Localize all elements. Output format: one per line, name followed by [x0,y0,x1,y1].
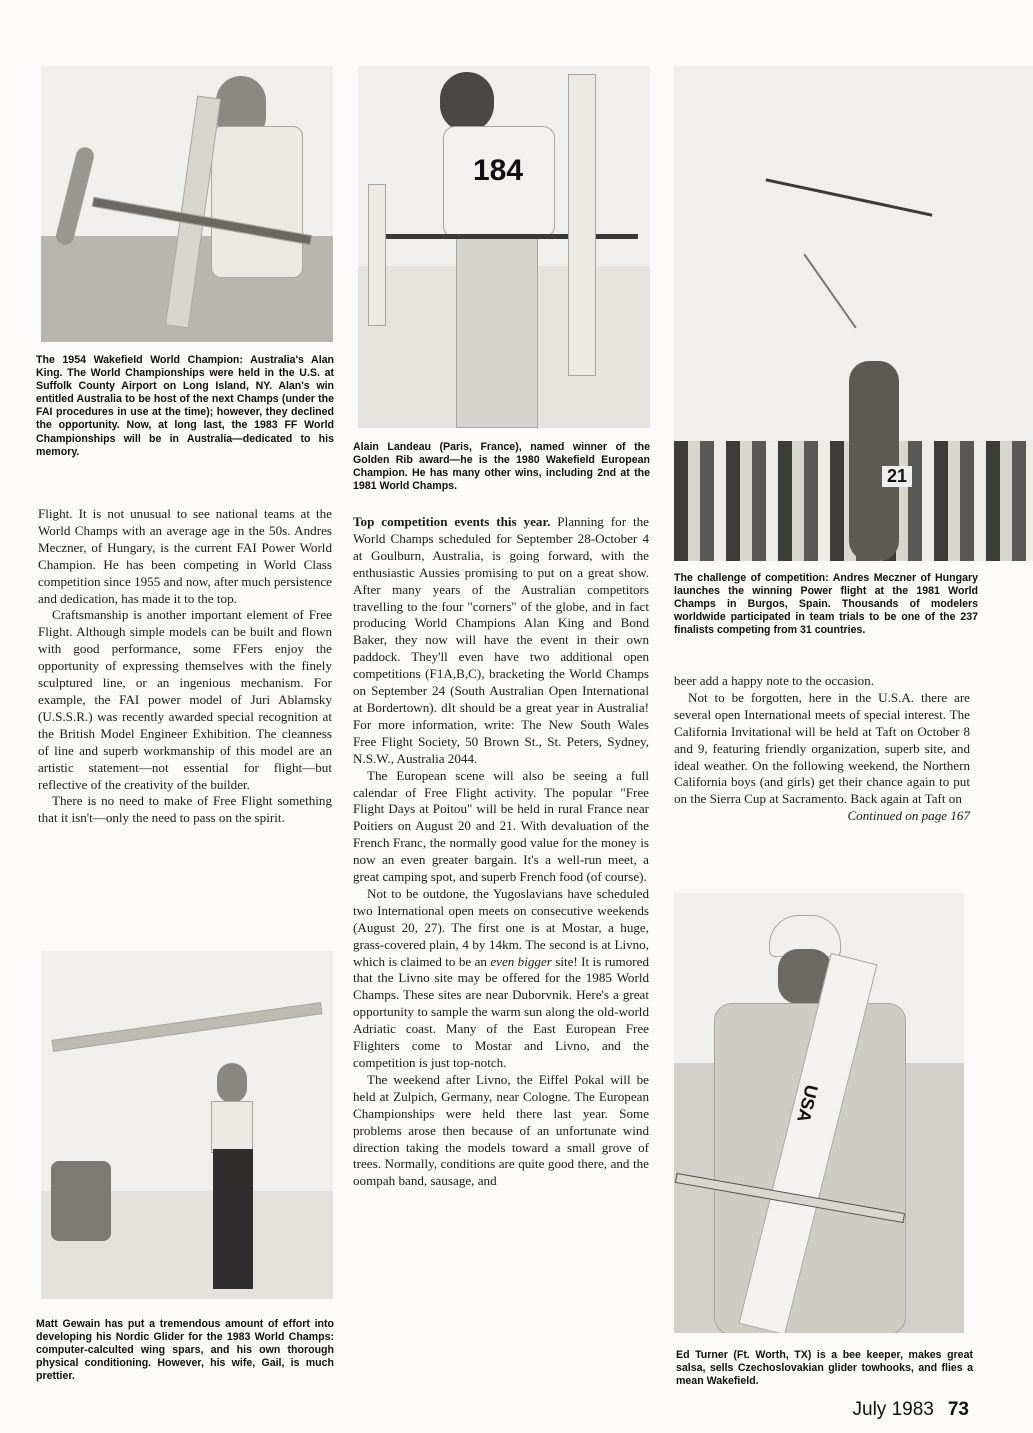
issue-date: July 1983 [852,1399,934,1420]
paragraph: Not to be outdone, the Yugoslavians have scheduled two International open meets on consecutive weekends (August 20, 27). The first one is at Mostar, a huge, grass-covered plain, 4 by 14km. The second is at Livno, which is claimed to be an even bigger site! It is rumored that the Livno site may be offered for the 1985 World Champs. These sites are near Duborvnik. Here's a great opportunity to sample the warm sun along the old-world Adriatic coast. Many of the East European Free Flighters come to Mostar and Livno, and the competition is just top-notch. [353,885,649,1070]
model-fin-left [368,184,386,326]
wing-lettering: USA [793,1082,822,1125]
photo-andres-meczner [674,66,1033,561]
photo-matt-gewain [41,951,333,1299]
launcher-figure [849,361,899,561]
background-people [51,1161,111,1241]
caption-alan-king: The 1954 Wakefield World Champion: Australia's Alan King. The World Championships were held in the U.S. at Suffolk County Airport on Long Island, NY. Alan's win entitled Australia to be host of the next Champs (under the FAI procedures in use at the time); however, they declined the opportunity. Now, at long last, the 1983 FF World Championships will be in Australia—dedicated to his memory. [36,354,334,458]
caption-alain-landeau: Alain Landeau (Paris, France), named winner of the Golden Rib award—he is the 1980 Wakefield European Champion. He has many other wins, including 2nd at the 1981 World Champs. [353,441,650,493]
article-column-2 [353,514,649,1190]
person-trousers [456,236,538,428]
paragraph: There is no need to make of Free Flight something that it isn't—only the need to pass on the spirit. [38,793,332,826]
model-wing-right [568,74,596,376]
paragraph: The European scene will also be seeing a full calendar of Free Flight activity. The popular "Free Flight Days at Poitou" will be held in rural France near Poitiers on August 20 and 21. With devaluation of the French Franc, the normally good value for the money is now an even greater bargain. It's a well-run meet, a great camping spot, and superb French food (of course). [353,767,649,885]
photo-alan-king [41,66,333,342]
paragraph: Not to be forgotten, here in the U.S.A. there are several open International meets of special interest. The California Invitational will be held at Taft on October 8 and 9, featuring friendly organization, superb site, and ideal weather. On the following weekend, the Northern California boys (and girls) get their chance again to put on the Sierra Cup at Sacramento. Back again at Taft on [674,689,970,807]
photo-ed-turner [674,893,964,1333]
section-heading: Top competition events this year. [353,514,551,529]
paragraph: Flight. It is not unusual to see national teams at the World Champs with an average age in the 50s. Andres Meczner, of Hungary, is the current FAI Power World Champion. He has been competing in World Class competition since 1955 and now, after much persistence and dedication, has made it to the top. [38,506,332,606]
article-column-3 [674,673,970,825]
person-figure [217,1063,247,1103]
photo-alain-landeau [358,66,650,428]
jersey-number: 184 [472,154,524,187]
caption-matt-gewain: Matt Gewain has put a tremendous amount of effort into developing his Nordic Glider for the 1983 World Champs: computer-calculted wing spars, and his own thorough physical conditioning. However, his wife, Gail, is much prettier. [36,1318,334,1383]
person-trousers [213,1149,253,1289]
person-shirt [211,126,303,278]
person-shirt [211,1101,253,1153]
paragraph: Top competition events this year. Planning for the World Champs scheduled for September 28-October 4 at Goulburn, Australia, is going forward, with the enthusiastic Aussies promising to put on a great show. After many years of the Australian competitors travelling to the four "corners" of the globe, and in fact producing World Champions Alan King and Bond Baker, they now will have the event in their own paddock. They'll even have two additional open competitions (F1A,B,C), bracketing the World Champs on September 24 (South Australian Open International at Bordertown). dIt should be a great year in Australia! For more information, write: The New South Wales Free Flight Society, 50 Brown St., St. Peters, Sydney, N.S.W., Australia 2044. [353,514,649,766]
paragraph: beer add a happy note to the occasion. [674,673,874,688]
person-head [440,72,494,132]
article-column-1 [38,506,332,827]
paragraph: Craftsmanship is another important element of Free Flight. Although simple models can be built and flown with good performance, some FFers enjoy the opportunity of expressing themselves with the finely sculptured line, or an ingenious mechanism. For example, the FAI power model of Juri Ablamsky (U.S.S.R.) was recently awarded special recognition at the British Model Engineer Exhibition. The cleanness of line and superb workmanship of this model are an artistic statement—not essential for flight—but reflective of the creativity of the builder. [38,607,332,792]
page-folio [853,1399,969,1421]
page-number: 73 [947,1399,969,1420]
continued-note[interactable]: Continued on page 167 [847,808,970,824]
model-fuselage [368,234,638,239]
caption-ed-turner: Ed Turner (Ft. Worth, TX) is a bee keeper, makes great salsa, sells Czechoslovakian glider towhooks, and flies a mean Wakefield. [676,1349,973,1388]
jersey-number: 21 [882,466,912,487]
caption-andres-meczner: The challenge of competition: Andres Meczner of Hungary launches the winning Power flight at the 1981 World Champs in Burgos, Spain. Thousands of modelers worldwide participated in team trials to be one of the 237 finalists competing from 31 countries. [674,572,978,637]
paragraph: The weekend after Livno, the Eiffel Pokal will be held at Zulpich, Germany, near Cologne. The European Championships were held there last year. Some problems arose then because of an unfortunate wind direction taking the models toward a small grove of trees. Normally, conditions are quite good there, and the oompah band, sausage, and [353,1071,649,1189]
